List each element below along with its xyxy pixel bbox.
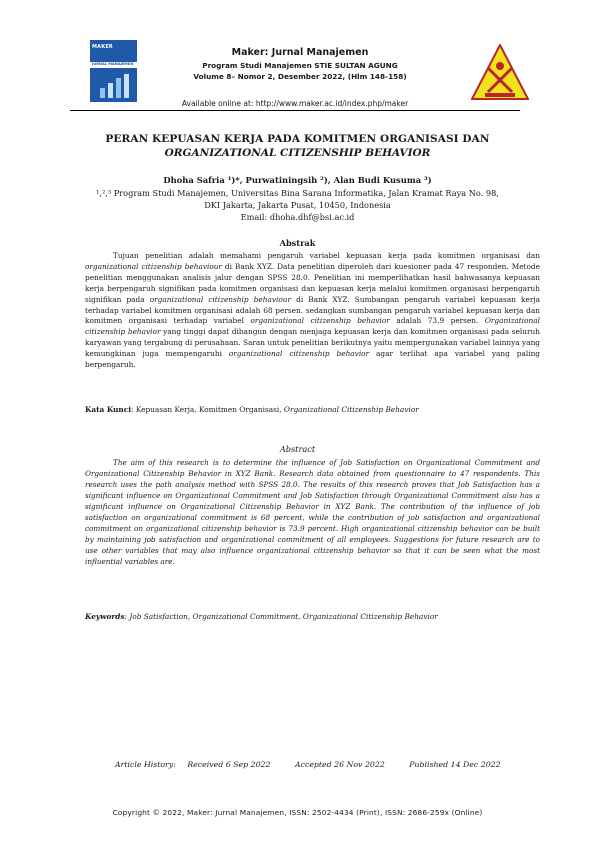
abstrak-text: Tujuan penelitian adalah memahami pengaruh variabel kepuasan kerja pada komitmen organisasi dan: [113, 251, 540, 260]
history-published: Published 14 Dec 2022: [409, 760, 501, 769]
abstrak-italic: organizational citizenship behavior: [228, 349, 370, 359]
cover-subtitle: JURNAL MANAJEMEN: [92, 62, 134, 66]
abstrak-heading: Abstrak: [279, 238, 316, 248]
keywords-label: Keywords: [85, 612, 125, 621]
abstrak-text: di Bank XYZ. Sumbangan pengaruh variabel kepuasan kerja terhadap variabel komitmen organisasi adalah 68 persen. sedangkan sumbangan pengaruh variabel kepuasan kerja dan komitmen organisasi terhadap variabel: [85, 294, 540, 326]
abstrak-text: adalah 73,9 persen.: [389, 316, 485, 326]
history-label: Article History:: [115, 760, 176, 769]
header-divider: [70, 110, 520, 111]
abstrak-text: yang tinggi dapat dibangun dengan menjaga kepuasan kerja dan komitmen organisasi pada seluruh karyawan yang tergabung di perusahaan. Saran untuk penelitian berikutnya yaitu mempergunakan variabel lainnya yang kemungkinan juga mempengaruhi: [85, 327, 540, 359]
copyright-footer: Copyright © 2022, Maker: Jurnal Manajemen, ISSN: 2502-4434 (Print), ISSN: 2686-259x (Online): [112, 808, 483, 817]
paper-title-line-2: ORGANIZATIONAL CITIZENSHIP BEHAVIOR: [164, 147, 431, 159]
abstract-heading: Abstract: [279, 444, 316, 454]
institution-logo-icon: [471, 44, 529, 102]
keywords: [85, 612, 540, 622]
keywords-text: : Job Satisfaction, Organizational Commitment, Organizational Citizenship Behavior: [124, 612, 438, 621]
abstrak-text: di Bank XYZ. Data penelitian diperoleh dari kuesioner pada 47 responden. Metode penelitian menggunakan analisis jalur dengan SPSS 28.0. Penelitian ini memperlihatkan hasil bahwasanya kepuasan kerja berpengaruh signifikan pada komitmen organisasi dan kepuasan kerja melalui komitmen organisasi berpengaruh signifikan pada: [85, 261, 540, 304]
journal-cover-image: [90, 40, 137, 102]
affiliation-line-2: DKI Jakarta, Jakarta Pusat, 10450, Indonesia: [204, 200, 391, 210]
journal-volume: Volume 8– Nomor 2, Desember 2022, (Hlm 148-158): [193, 72, 407, 81]
kata-kunci: [85, 405, 540, 415]
paper-title-line-1: PERAN KEPUASAN KERJA PADA KOMITMEN ORGANISASI DAN: [105, 133, 490, 145]
history-received: Received 6 Sep 2022: [187, 760, 271, 769]
journal-program: Program Studi Manajemen STIE SULTAN AGUNG: [202, 61, 398, 70]
kata-kunci-text: : Kepuasan Kerja, Komitmen Organisasi,: [131, 405, 284, 414]
abstrak-paragraph: [85, 251, 540, 371]
kata-kunci-italic: Organizational Citizenship Behavior: [283, 405, 419, 414]
journal-header: [150, 46, 450, 82]
cover-title: MAKER: [92, 44, 113, 50]
abstrak-italic: Organizational citizenship behavior: [85, 316, 540, 337]
author-email: Email: dhoha.dhf@bsi.ac.id: [240, 212, 355, 222]
abstrak-italic: organizational citizenship behavior: [250, 316, 390, 326]
article-history: [115, 759, 535, 770]
abstract-paragraph: The aim of this research is to determine the influence of Job Satisfaction on Organizational Commitment and Organizational Citizenship Behavior in XYZ Bank. Research data obtained from questionnaire to 47 respondents. This research uses the path analysis method with SPSS 28.0. The results of this research proves that Job Satisfaction has a significant influence on Organizational Commitment and Job Satisfaction through Organizational Commitment also has a significant influence on Organizational Citizenship Behavior in XYZ Bank. The contribution of the influence of job satisfaction on organizational commitment is 68 percent, while the contribution of job satisfaction and organizational commitment on organizational citizenship behavior is 73.9 percent. High organizational citizenship behavior can be built by maintaining job satisfaction and organizational commitment of all employees. Suggestions for future research are to use other variables that may also influence organizational citizenship behavior so that it can be seen what the most influential variables are.: [85, 458, 540, 566]
journal-title: Maker: Jurnal Manajemen: [231, 47, 369, 58]
history-accepted: Accepted 26 Nov 2022: [294, 760, 385, 769]
cover-chart-icon: [98, 74, 130, 98]
abstrak-italic: organizational citizenship behaviour: [85, 261, 222, 271]
abstract-body: [85, 457, 540, 567]
kata-kunci-label: Kata Kunci: [85, 405, 132, 414]
affiliation-line-1: ¹,²,³ Program Studi Manajemen, Universitas Bina Sarana Informatika, Jalan Kramat Raya No. 98,: [96, 188, 499, 198]
author-list: Dhoha Safria ¹)*, Purwatiningsih ²), Alan Budi Kusuma ³): [163, 175, 432, 185]
abstrak-italic: organizational citizenship behaviour: [149, 294, 292, 304]
abstrak-body: [85, 251, 540, 371]
abstrak-text: agar terlihat apa variabel yang paling berpengaruh.: [85, 349, 541, 370]
available-online-text: Available online at: http://www.maker.ac.id/index.php/maker: [181, 99, 409, 108]
